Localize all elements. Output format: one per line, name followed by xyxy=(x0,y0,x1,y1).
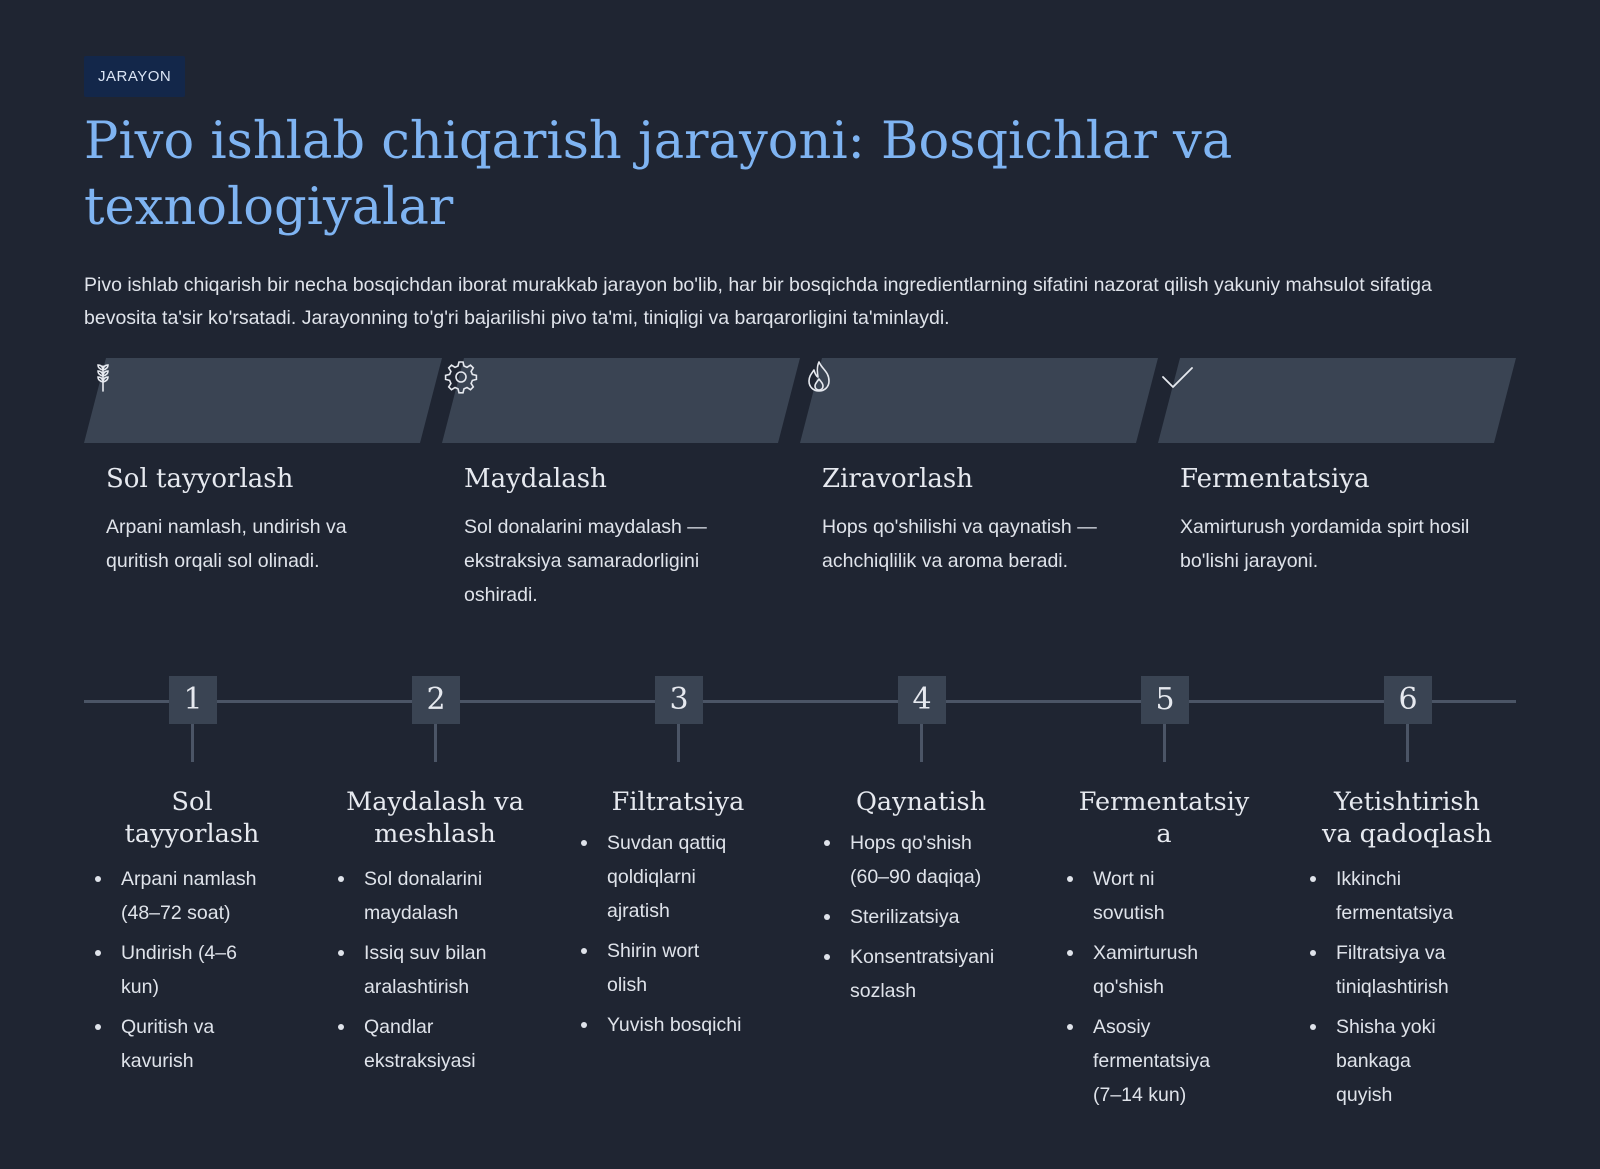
flame-icon xyxy=(800,358,838,396)
timeline-line xyxy=(84,700,1516,703)
step-items xyxy=(87,862,297,1078)
list-item: Hops qo'shish (60–90 daqiqa) xyxy=(816,826,986,894)
step-items xyxy=(1302,862,1512,1112)
timeline-connector xyxy=(920,724,923,762)
step-number-badge: 6 xyxy=(1384,676,1432,724)
phase-title: Maydalash xyxy=(464,464,607,494)
step-column xyxy=(87,786,297,1084)
phase-card xyxy=(442,358,800,618)
step-title: Yetishtirish va qadoqlash xyxy=(1321,787,1493,849)
step-column xyxy=(573,786,783,1048)
list-item: Konsentratsiyani sozlash xyxy=(816,940,986,1008)
wheat-icon xyxy=(84,358,122,396)
phase-title: Sol tayyorlash xyxy=(106,464,294,494)
phase-title: Fermentatsiya xyxy=(1180,464,1370,494)
list-item: Filtratsiya va tiniqlashtirish xyxy=(1302,936,1472,1004)
phase-card xyxy=(800,358,1158,618)
timeline xyxy=(84,676,1516,756)
phase-banner xyxy=(800,358,1158,443)
phase-banner xyxy=(442,358,800,443)
list-item: Shirin wort olish xyxy=(573,934,743,1002)
step-title: Sol tayyorlash xyxy=(124,787,260,849)
list-item: Shisha yoki bankaga quyish xyxy=(1302,1010,1472,1112)
step-number-badge: 3 xyxy=(655,676,703,724)
step-title: Fermentatsiya xyxy=(1078,787,1250,849)
list-item: Ikkinchi fermentatsiya xyxy=(1302,862,1472,930)
phase-banner xyxy=(1158,358,1516,443)
list-item: Quritish va kavurish xyxy=(87,1010,257,1078)
list-item: Issiq suv bilan aralashtirish xyxy=(330,936,510,1004)
list-item: Qandlar ekstraksiyasi xyxy=(330,1010,510,1078)
list-item: Undirish (4–6 kun) xyxy=(87,936,257,1004)
intro-paragraph: Pivo ishlab chiqarish bir necha bosqichdan iborat murakkab jarayon bo'lib, har bir bosqichda ingredientlarning sifatini nazorat qilish yakuniy mahsulot sifatiga bevosita ta'sir ko'rsatadi. Jarayonning to'g'ri bajarilishi pivo ta'mi, tiniqligi va barqarorligini ta'minlaydi. xyxy=(84,274,1432,329)
step-title: Maydalash va meshlash xyxy=(346,787,524,849)
step-number-badge: 2 xyxy=(412,676,460,724)
phase-description: Xamirturush yordamida spirt hosil bo'lishi jarayoni. xyxy=(1180,516,1470,572)
step-title: Filtratsiya xyxy=(611,787,745,817)
list-item: Sterilizatsiya xyxy=(816,900,986,934)
timeline-connector xyxy=(434,724,437,762)
phase-cards xyxy=(84,358,1516,618)
step-column xyxy=(1302,786,1512,1118)
phase-banner xyxy=(84,358,442,443)
step-items xyxy=(573,826,783,1042)
phase-description: Hops qo'shilishi va qaynatish — achchiqlilik va aroma beradi. xyxy=(822,516,1097,572)
phase-card xyxy=(1158,358,1516,618)
step-number-badge: 5 xyxy=(1141,676,1189,724)
list-item: Yuvish bosqichi xyxy=(573,1008,743,1042)
step-number-badge: 1 xyxy=(169,676,217,724)
page-title: Pivo ishlab chiqarish jarayoni: Bosqichlar va texnologiyalar xyxy=(84,112,1233,237)
gear-icon xyxy=(442,358,480,396)
section-tag: JARAYON xyxy=(84,56,185,97)
list-item: Xamirturush qo'shish xyxy=(1059,936,1229,1004)
step-column xyxy=(330,786,540,1084)
list-item: Asosiy fermentatsiya (7–14 kun) xyxy=(1059,1010,1229,1112)
step-items xyxy=(1059,862,1269,1112)
phase-card xyxy=(84,358,442,618)
step-column xyxy=(1059,786,1269,1118)
list-item: Suvdan qattiq qoldiqlarni ajratish xyxy=(573,826,743,928)
phase-title: Ziravorlash xyxy=(822,464,973,494)
timeline-connector xyxy=(677,724,680,762)
list-item: Wort ni sovutish xyxy=(1059,862,1229,930)
step-title: Qaynatish xyxy=(855,787,987,817)
phase-description: Arpani namlash, undirish va quritish orqali sol olinadi. xyxy=(106,516,347,572)
step-items xyxy=(330,862,540,1078)
step-number-badge: 4 xyxy=(898,676,946,724)
phase-description: Sol donalarini maydalash — ekstraksiya samaradorligini oshiradi. xyxy=(464,516,707,606)
step-items xyxy=(816,826,1026,1008)
timeline-connector xyxy=(191,724,194,762)
timeline-connector xyxy=(1406,724,1409,762)
step-column xyxy=(816,786,1026,1014)
check-icon xyxy=(1158,358,1196,396)
list-item: Arpani namlash (48–72 soat) xyxy=(87,862,257,930)
list-item: Sol donalarini maydalash xyxy=(330,862,510,930)
timeline-connector xyxy=(1163,724,1166,762)
